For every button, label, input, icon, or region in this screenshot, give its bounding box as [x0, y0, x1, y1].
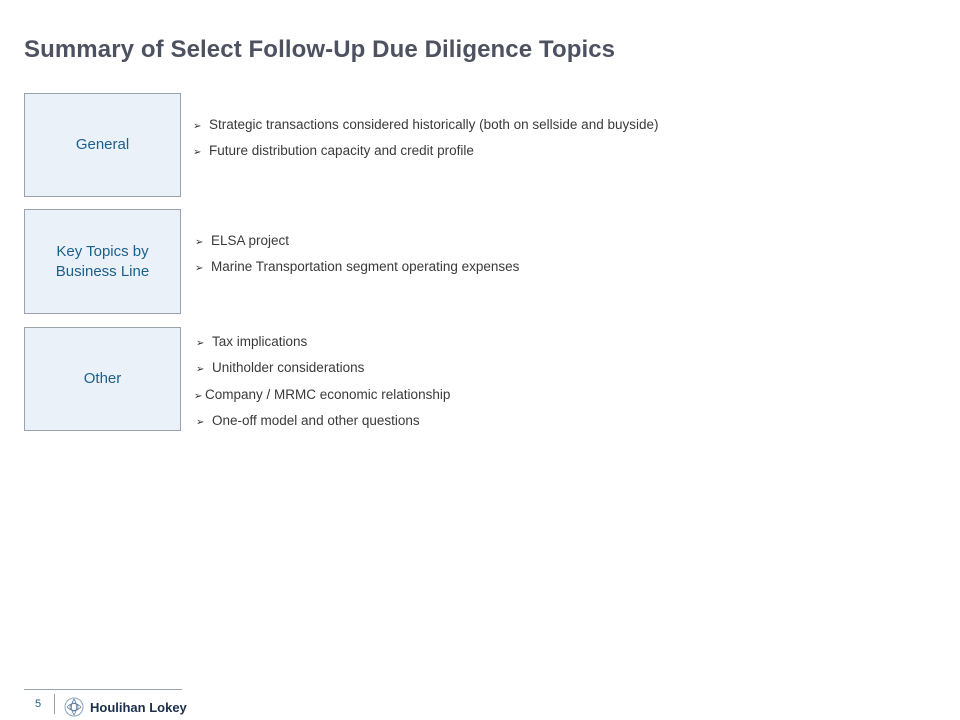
- arrow-bullet-icon: ➢: [196, 364, 205, 376]
- list-item: ➢ Tax implications: [196, 333, 450, 359]
- arrow-bullet-icon: ➢: [196, 416, 205, 428]
- section-label-text: General: [75, 136, 130, 153]
- list-item: ➢ Company / MRMC economic relationship: [194, 386, 450, 412]
- footer-separator: [54, 694, 55, 714]
- section-label-key-topics: [24, 209, 181, 314]
- footer-divider: [24, 689, 182, 690]
- list-item: ➢ Marine Transportation segment operating expenses: [195, 258, 519, 284]
- bullet-list-general: [193, 116, 659, 169]
- arrow-bullet-icon: ➢: [194, 390, 203, 402]
- arrow-bullet-icon: ➢: [193, 147, 202, 159]
- list-item: ➢ Strategic transactions considered historically (both on sellside and buyside): [193, 116, 659, 142]
- houlihan-lokey-logo-icon: [64, 697, 84, 717]
- bullet-list-key-topics: [195, 232, 519, 285]
- bullet-list-other: [196, 333, 450, 438]
- logo-text: Houlihan Lokey: [90, 699, 187, 715]
- list-item: ➢ Future distribution capacity and credit profile: [193, 142, 659, 168]
- list-item: ➢ Unitholder considerations: [196, 359, 450, 385]
- arrow-bullet-icon: ➢: [195, 237, 204, 248]
- list-item: ➢ ELSA project: [195, 232, 519, 258]
- section-label-other: [24, 327, 181, 431]
- arrow-bullet-icon: ➢: [196, 338, 205, 349]
- section-label-general: [24, 93, 181, 197]
- section-label-text: Key Topics by Business Line: [55, 242, 150, 280]
- section-label-text: Other: [83, 370, 122, 387]
- arrow-bullet-icon: ➢: [195, 263, 204, 275]
- list-item: ➢ One-off model and other questions: [196, 412, 450, 438]
- page-title: Summary of Select Follow-Up Due Diligence Topics: [24, 36, 616, 63]
- company-logo: [64, 697, 187, 717]
- arrow-bullet-icon: ➢: [193, 121, 202, 132]
- page-number: 5: [35, 698, 42, 710]
